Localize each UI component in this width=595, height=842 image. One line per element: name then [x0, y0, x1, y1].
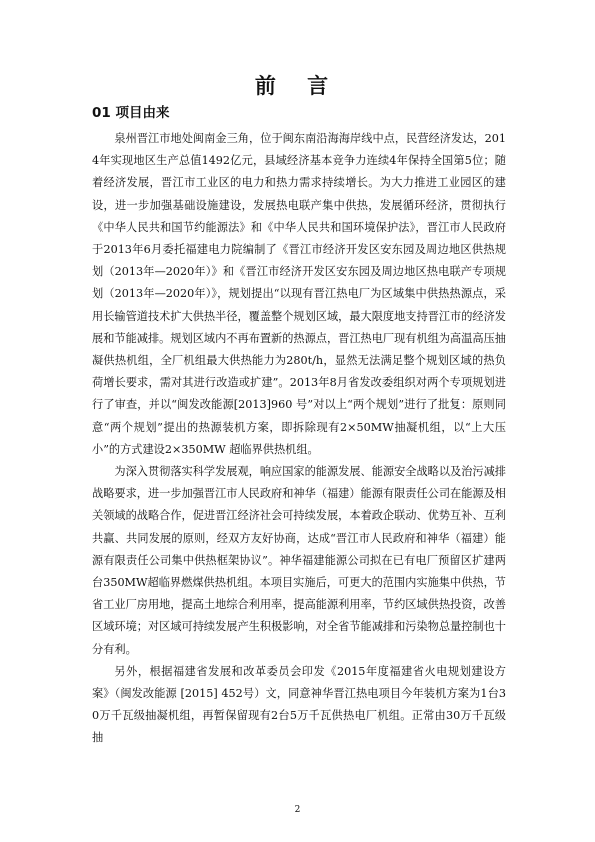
- paragraph: 泉州晋江市地处闽南金三角，位于闽东南沿海海岸线中点，民营经济发达，2014年实现地区生产总值1492亿元，县域经济基本竞争力连续4年保持全国第5位；随着经济发展，晋江市工业区的电力和热力需求持续增长。为大力推进工业园区的建设，进一步加强基础设施建设，发展热电联产集中供热，发展循环经济，贯彻执行《中华人民共和国节约能源法》和《中华人民共和国环境保护法》，晋江市人民政府于2013年6月委托福建电力院编制了《晋江市经济开发区安东园及周边地区供热规划（2013年—2020年）》和《晋江市经济开发区安东园及周边地区热电联产专项规划（2013年—2020年）》，规划提出“以现有晋江热电厂为区域集中供热热源点，采用长输管道技术扩大供热半径，覆盖整个规划区域，最大限度地支持晋江市的经济发展和节能减排。规划区域内不再布置新的热源点，晋江热电厂现有机组为高温高压抽凝供热机组，全厂机组最大供热能力为280t/h，显然无法满足整个规划区域的热负荷增长要求，需对其进行改造或扩建”。2013年8月省发改委组织对两个专项规划进行了审查，并以“闽发改能源[2013]960 号”对以上“两个规划”进行了批复：原则同意“两个规划”提出的热源装机方案，即拆除现有2×50MW抽凝机组，以“上大压小”的方式建设2×350MW 超临界供热机组。: [92, 132, 506, 456]
- paragraph: 为深入贯彻落实科学发展观，响应国家的能源发展、能源安全战略以及治污减排战略要求，进一步加强晋江市人民政府和神华（福建）能源有限责任公司在能源及相关领域的战略合作，促进晋江经济社会可持续发展，本着政企联动、优势互补、互利共赢、共同发展的原则，经双方友好协商，达成“晋江市人民政府和神华（福建）能源有限责任公司集中供热框架协议”。神华福建能源公司拟在已有电厂预留区扩建两台350MW超临界燃煤供热机组。本项目实施后，可更大的范围内实施集中供热，节省工业厂房用地，提高土地综合利用率，提高能源利用率，节约区域供热投资，改善区域环境；对区域可持续发展产生积极影响，对全省节能减排和污染物总量控制也十分有利。: [92, 465, 506, 656]
- section-heading: 01 项目由来: [92, 105, 170, 121]
- page-number: 2: [294, 805, 301, 815]
- page-title: 前 言: [254, 74, 341, 98]
- paragraph: 另外，根据福建省发展和改革委员会印发《2015年度福建省火电规划建设方案》（闽发改能源 [2015] 452号）文，同意神华晋江热电项目今年装机方案为1台30万千瓦级抽凝机组，再暂保留现有2台5万千瓦供热电厂机组。正常由30万千瓦级抽: [92, 664, 506, 745]
- body-text: [92, 128, 506, 750]
